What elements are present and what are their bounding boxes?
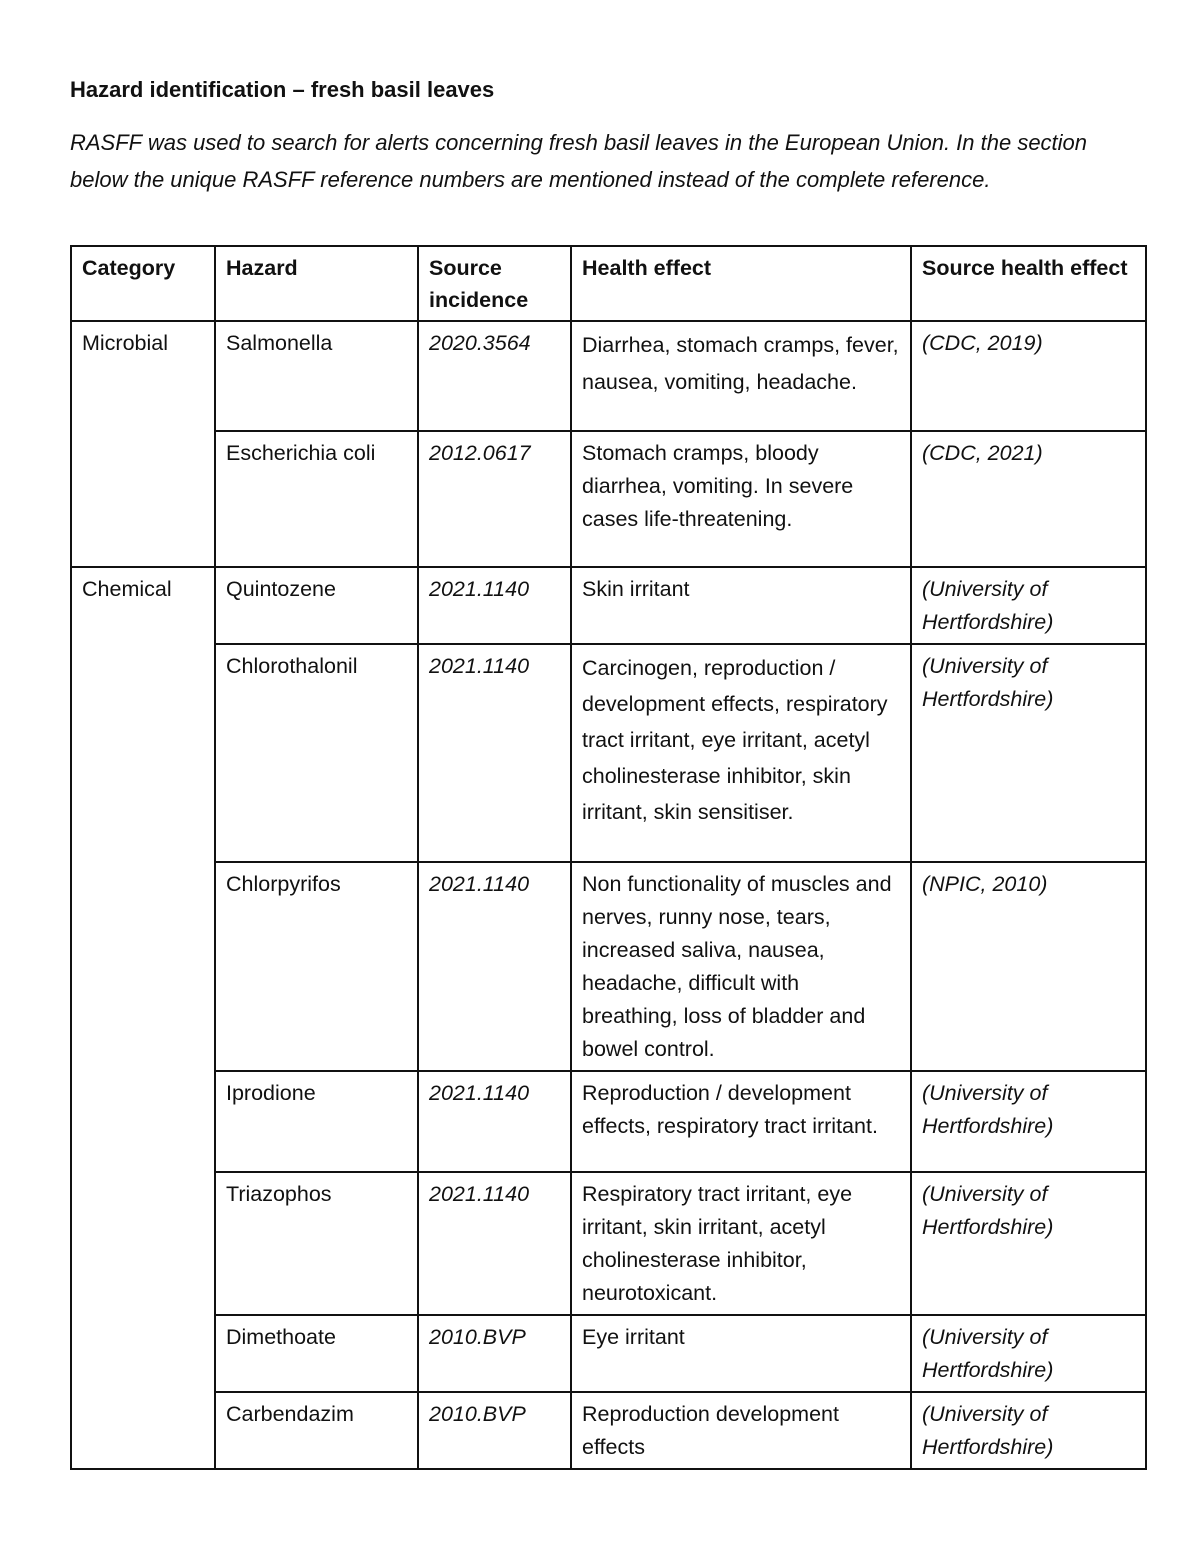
source-health-effect-cell: (CDC, 2021)	[911, 431, 1146, 567]
hazard-cell: Escherichia coli	[215, 431, 418, 567]
source-health-effect-cell: (NPIC, 2010)	[911, 862, 1146, 1071]
health-effect-cell: Reproduction / development effects, respiratory tract irritant.	[571, 1071, 911, 1172]
category-cell: Chemical	[71, 567, 215, 1469]
source-health-effect-cell: (University of Hertfordshire)	[911, 644, 1146, 862]
hazard-cell: Chlorpyrifos	[215, 862, 418, 1071]
hazard-cell: Iprodione	[215, 1071, 418, 1172]
header-hazard: Hazard	[215, 246, 418, 321]
table-row	[71, 1172, 1146, 1315]
table-row	[71, 567, 1146, 644]
table-row	[71, 431, 1146, 567]
hazard-cell: Chlorothalonil	[215, 644, 418, 862]
health-effect-cell: Carcinogen, reproduction / development effects, respiratory tract irritant, eye irritant, acetyl cholinesterase inhibitor, skin irritant, skin sensitiser.	[571, 644, 911, 862]
health-effect-cell: Eye irritant	[571, 1315, 911, 1392]
table-row	[71, 1315, 1146, 1392]
source-incidence-cell: 2010.BVP	[418, 1315, 571, 1392]
source-incidence-cell: 2021.1140	[418, 644, 571, 862]
source-incidence-cell: 2012.0617	[418, 431, 571, 567]
hazard-cell: Triazophos	[215, 1172, 418, 1315]
category-cell: Microbial	[71, 321, 215, 567]
hazard-cell: Salmonella	[215, 321, 418, 431]
table-row	[71, 644, 1146, 862]
hazard-cell: Carbendazim	[215, 1392, 418, 1469]
header-row	[71, 246, 1146, 321]
source-incidence-cell: 2021.1140	[418, 1071, 571, 1172]
source-health-effect-cell: (University of Hertfordshire)	[911, 1392, 1146, 1469]
header-source-health-effect: Source health effect	[911, 246, 1146, 321]
header-category: Category	[71, 246, 215, 321]
health-effect-cell: Reproduction development effects	[571, 1392, 911, 1469]
source-health-effect-cell: (University of Hertfordshire)	[911, 567, 1146, 644]
intro-paragraph: RASFF was used to search for alerts concerning fresh basil leaves in the European Union. In the section below the unique RASFF reference numbers are mentioned instead of the complete reference.	[70, 130, 1088, 192]
source-incidence-cell: 2021.1140	[418, 567, 571, 644]
source-incidence-cell: 2021.1140	[418, 1172, 571, 1315]
health-effect-cell: Skin irritant	[571, 567, 911, 644]
table-header	[71, 246, 1146, 321]
health-effect-cell: Respiratory tract irritant, eye irritant, skin irritant, acetyl cholinesterase inhibitor, neurotoxicant.	[571, 1172, 911, 1315]
source-health-effect-cell: (University of Hertfordshire)	[911, 1172, 1146, 1315]
header-health-effect: Health effect	[571, 246, 911, 321]
health-effect-cell: Stomach cramps, bloody diarrhea, vomiting. In severe cases life-threatening.	[571, 431, 911, 567]
hazard-cell: Quintozene	[215, 567, 418, 644]
hazard-cell: Dimethoate	[215, 1315, 418, 1392]
table-row	[71, 321, 1146, 431]
source-incidence-cell: 2021.1140	[418, 862, 571, 1071]
source-health-effect-cell: (University of Hertfordshire)	[911, 1315, 1146, 1392]
source-incidence-cell: 2020.3564	[418, 321, 571, 431]
table-row	[71, 1071, 1146, 1172]
hazard-table	[70, 245, 1147, 1470]
document-title: Hazard identification – fresh basil leaves	[70, 77, 495, 102]
source-health-effect-cell: (University of Hertfordshire)	[911, 1071, 1146, 1172]
table-row	[71, 1392, 1146, 1469]
table-row	[71, 862, 1146, 1071]
health-effect-cell: Non functionality of muscles and nerves, runny nose, tears, increased saliva, nausea, headache, difficult with breathing, loss of bladder and bowel control.	[571, 862, 911, 1071]
source-health-effect-cell: (CDC, 2019)	[911, 321, 1146, 431]
table-body	[71, 321, 1146, 1469]
header-source-incidence: Source incidence	[418, 246, 571, 321]
health-effect-cell: Diarrhea, stomach cramps, fever, nausea, vomiting, headache.	[571, 321, 911, 431]
source-incidence-cell: 2010.BVP	[418, 1392, 571, 1469]
